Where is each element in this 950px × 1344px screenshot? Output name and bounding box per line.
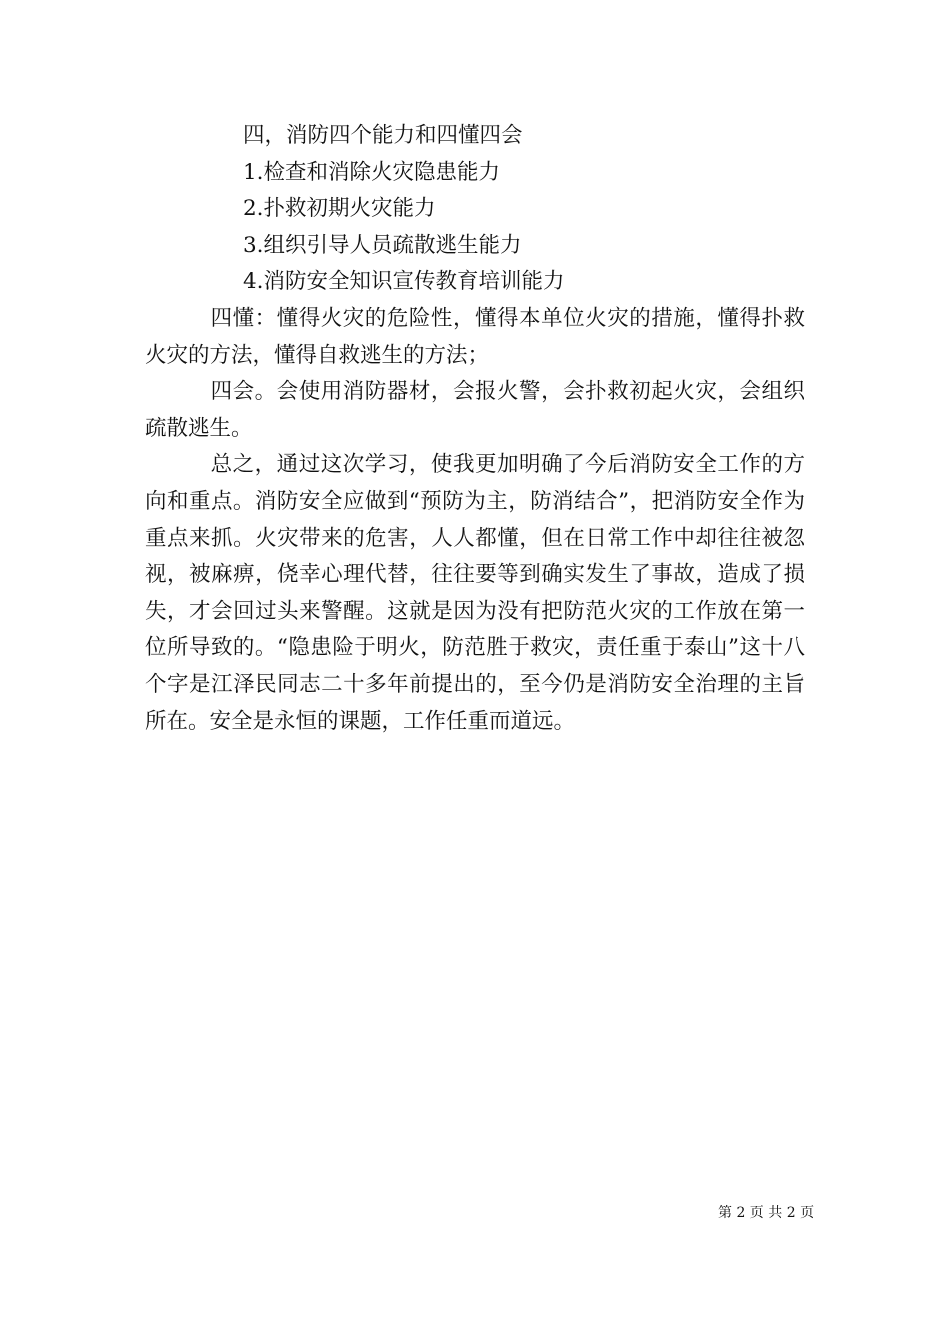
document-body <box>145 118 805 740</box>
list-item: 3.组织引导人员疏散逃生能力 <box>243 232 522 258</box>
list-item: 1.检查和消除火灾隐患能力 <box>243 159 501 185</box>
paragraph-four-abilities: 四会。会使用消防器材，会报火警，会扑救初起火灾，会组织疏散逃生。 <box>145 379 805 441</box>
section-heading: 四，消防四个能力和四懂四会 <box>243 123 523 148</box>
list-item: 2.扑救初期火灾能力 <box>243 196 436 222</box>
list-item: 4.消防安全知识宣传教育培训能力 <box>243 269 565 295</box>
paragraph-conclusion: 总之，通过这次学习，使我更加明确了今后消防安全工作的方向和重点。消防安全应做到“预防为主，防消结合”，把消防安全作为重点来抓。火灾带来的危害，人人都懂，但在日常工作中却往往被忽视，被麻痹，侥幸心理代替，往往要等到确实发生了事故，造成了损失，才会回过头来警醒。这就是因为没有把防范火灾的工作放在第一位所导致的。“隐患险于明火，防范胜于救灾，责任重于泰山”这十八个字是江泽民同志二十多年前提出的，至今仍是消防安全治理的主旨所在。安全是永恒的课题，工作任重而道远。 <box>145 452 805 734</box>
paragraph-four-understandings: 四懂：懂得火灾的危险性，懂得本单位火灾的措施，懂得扑救火灾的方法，懂得自救逃生的方法； <box>145 305 805 368</box>
page-number-footer: 第 2 页 共 2 页 <box>718 1205 815 1221</box>
